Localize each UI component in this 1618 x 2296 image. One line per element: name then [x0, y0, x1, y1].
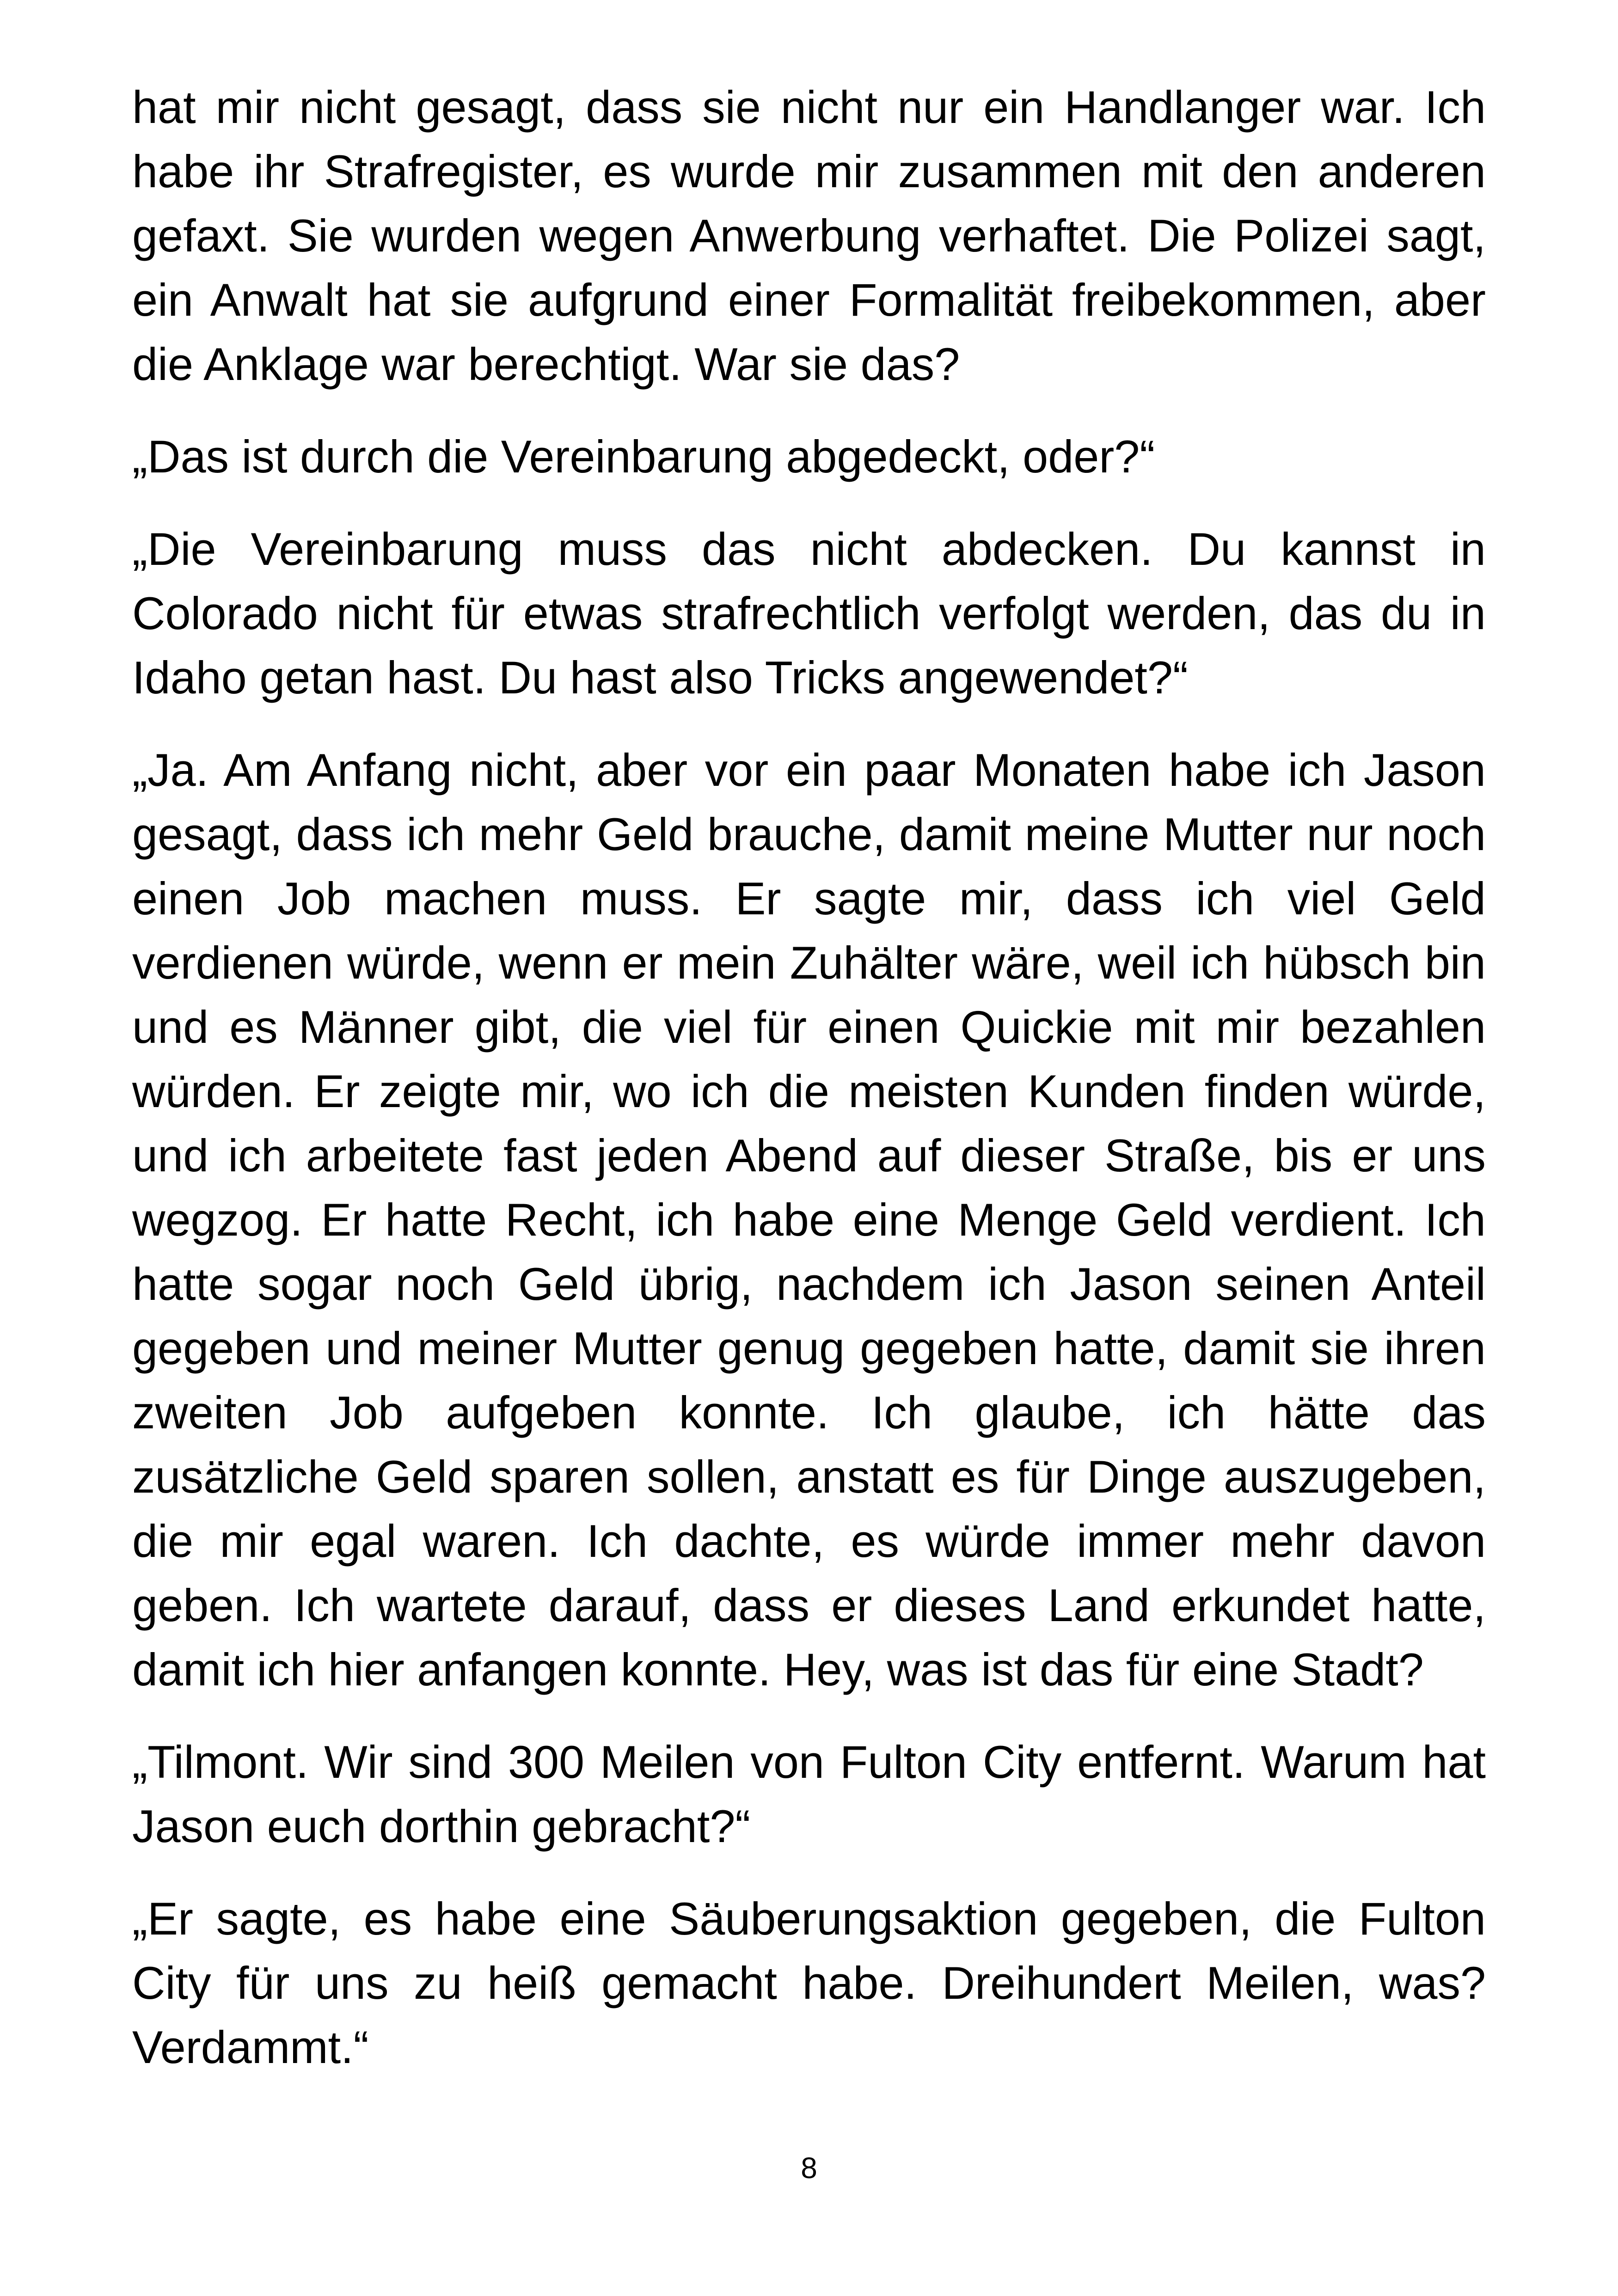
paragraph: „Das ist durch die Vereinbarung abgedeckt, oder?“ [132, 431, 1155, 482]
paragraph: hat mir nicht gesagt, dass sie nicht nur ein Handlanger war. Ich habe ihr Strafregister, es wurde mir zusammen mit den anderen gefaxt. Sie wurden wegen Anwerbung verhaftet. Die Polizei sagt, ein Anwalt hat sie aufgrund einer Formalität freibekommen, aber die Anklage war berechtigt. War sie das? [132, 81, 1486, 390]
page-number: 8 [801, 2151, 817, 2185]
body-text [132, 75, 1486, 2107]
paragraph: „Die Vereinbarung muss das nicht abdecken. Du kannst in Colorado nicht für etwas strafrechtlich verfolgt werden, das du in Idaho getan hast. Du hast also Tricks angewendet?“ [132, 523, 1486, 703]
paragraph: „Er sagte, es habe eine Säuberungsaktion gegeben, die Fulton City für uns zu heiß gemacht habe. Dreihundert Meilen, was? Verdammt.“ [132, 1893, 1486, 2073]
paragraph: „Ja. Am Anfang nicht, aber vor ein paar Monaten habe ich Jason gesagt, dass ich mehr Geld brauche, damit meine Mutter nur noch einen Job machen muss. Er sagte mir, dass ich viel Geld verdienen würde, wenn er mein Zuhälter wäre, weil ich hübsch bin und es Männer gibt, die viel für einen Quickie mit mir bezahlen würden. Er zeigte mir, wo ich die meisten Kunden finden würde, und ich arbeitete fast jeden Abend auf dieser Straße, bis er uns wegzog. Er hatte Recht, ich habe eine Menge Geld verdient. Ich hatte sogar noch Geld übrig, nachdem ich Jason seinen Anteil gegeben und meiner Mutter genug gegeben hatte, damit sie ihren zweiten Job aufgeben konnte. Ich glaube, ich hätte das zusätzliche Geld sparen sollen, anstatt es für Dinge auszugeben, die mir egal waren. Ich dachte, es würde immer mehr davon geben. Ich wartete darauf, dass er dieses Land erkundet hatte, damit ich hier anfangen konnte. Hey, was ist das für eine Stadt? [132, 744, 1486, 1695]
paragraph: „Tilmont. Wir sind 300 Meilen von Fulton City entfernt. Warum hat Jason euch dorthin gebracht?“ [132, 1736, 1486, 1852]
